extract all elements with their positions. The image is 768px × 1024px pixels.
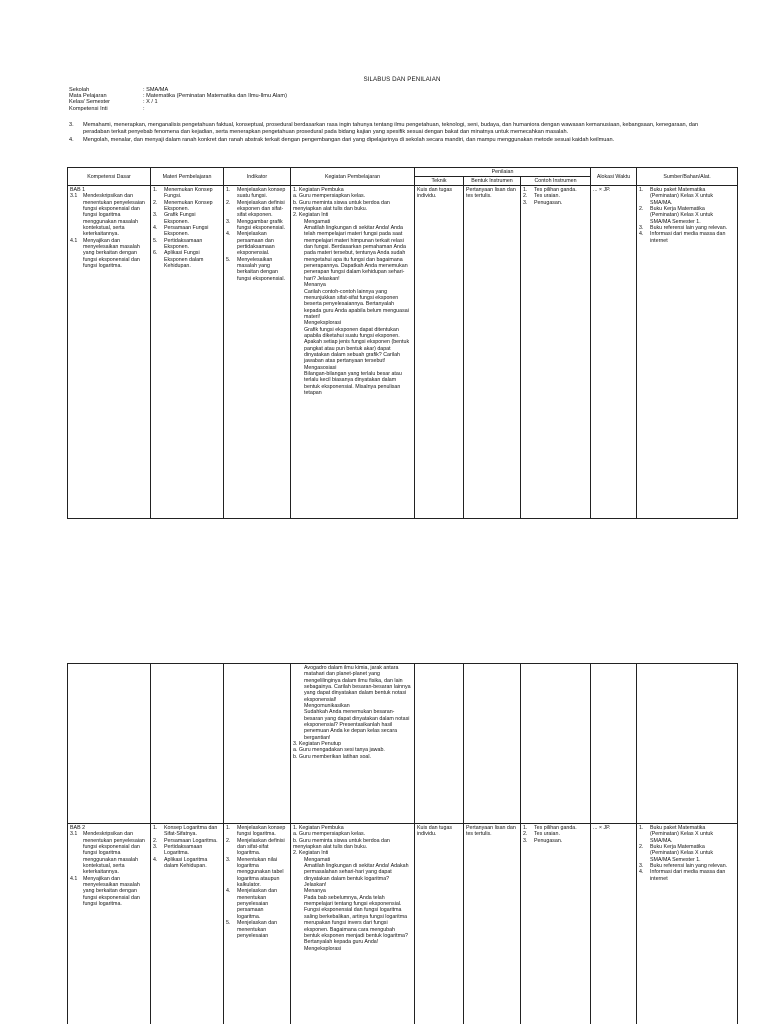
cell-teknik: Kuis dan tugas individu.: [415, 824, 464, 1024]
kegiatan-line: Mengasosiasi: [304, 364, 337, 371]
kegiatan-line: Carilah contoh-contoh lainnya yang menunjukkan sifat-sifat fungsi eksponen beserta penyelesaiannya. Bertanyalah kepada guru Anda apabila belum menguasai materi!: [304, 288, 409, 320]
kegiatan-line: b. Guru memberikan latihan soal.: [293, 753, 372, 760]
cell-indikator: [224, 824, 291, 1024]
list-item: 3. Penugasan.: [523, 199, 563, 206]
kegiatan-line: Mengamati: [304, 856, 331, 863]
cell-kegiatan: [291, 824, 415, 1024]
header-kegiatan: Kegiatan Pembelajaran: [291, 168, 415, 186]
identity-block: [69, 87, 287, 112]
list-item: 1. Tes pilihan ganda.: [523, 187, 577, 193]
kegiatan-line: Pada bab sebelumnya, Anda telah mempelajari tentang fungsi eksponensial. Fungsi eksponensial dan fungsi logaritma saling berkebalikan, artinya fungsi logaritma merupakan fungsi invers dari fungsi eksponen. Bagaimana cara mengubah bentuk eksponen menjadi bentuk logaritma? Bertanyalah kepada guru Anda!: [304, 894, 408, 946]
list-item: 2. Tes uraian.: [523, 193, 560, 200]
bab-label: BAB 2: [70, 825, 86, 831]
list-item: 2. Tes uraian.: [523, 831, 560, 838]
identity-label: Sekolah: [69, 87, 90, 93]
kegiatan-line: Amatilah lingkungan di sekitar Anda! Adakah permasalahan sehari-hari yang dapat dinyatakan dalam bentuk logaritma? Jelaskan!: [304, 863, 409, 889]
cell-materi: [151, 824, 224, 1024]
header-alokasi: Alokasi Waktu: [591, 168, 637, 186]
header-teknik: Teknik: [415, 177, 464, 186]
list-item: 1. Menemukan Konsep Fungsi.: [153, 187, 213, 200]
cell-alokasi: ... × JP.: [591, 824, 637, 1024]
cell-teknik: [415, 664, 464, 824]
identity-value: : Matematika (Peminatan Matematika dan Ilmu-Ilmu Alam): [143, 93, 287, 100]
cell-bentuk: Pertanyaan lisan dan tes tertulis.: [464, 186, 521, 519]
list-item: 4. Persamaan Fungsi Eksponen.: [153, 225, 209, 238]
identity-label: Mata Pelajaran: [69, 93, 107, 100]
cell-kegiatan: [291, 664, 415, 824]
list-item: 1. Menjelaskan konsep suatu fungsi.: [226, 187, 286, 200]
list-item: 4. Menjelaskan dan menentukan penyelesaian persamaan logaritma.: [226, 888, 278, 920]
kegiatan-line: b. Guru meminta siswa untuk berdoa dan menyiapkan alat tulis dan buku.: [293, 837, 390, 851]
cell-kompetensi: [68, 186, 151, 519]
cell-kegiatan: [291, 186, 415, 519]
kegiatan-line: Bilangan-bilangan yang terlalu besar atau terlalu kecil biasanya dinyatakan dalam bentuk eksponensial. Misalnya penulisan tetapan: [304, 370, 402, 396]
list-item: 6. Aplikasi Fungsi Eksponen dalam Kehidupan.: [153, 250, 204, 270]
syllabus-table-page-2: [67, 663, 738, 1024]
kegiatan-line: 1. Kegiatan Pembuka: [293, 187, 344, 193]
cell-bentuk: [464, 664, 521, 824]
list-item: 3. Menentukan nilai logaritma menggunakan tabel logaritma ataupun kalkulator.: [226, 856, 284, 889]
kd-text: Mendeskripsikan dan menentukan penyelesaian fungsi eksponensial dan fungsi logaritma menggunakan masalah kontekstual, serta keterkaitannya.: [83, 831, 145, 876]
core-competency-text: Memahami, menerapkan, menganalisis pengetahuan faktual, konseptual, prosedural berdasarkan rasa ingin tahunya tentang ilmu pengetahuan, teknologi, seni, budaya, dan humaniora dengan wawasan kemanusiaan, kebangsaan, kenegaraan, dan peradaban terkait penyebab fenomena dan kejadian, serta menerapkan pengetahuan prosedural pada bidang kajian yang spesifik sesuai dengan bakat dan minatnya untuk memecahkan masalah.: [83, 122, 699, 135]
kegiatan-line: 2. Kegiatan Inti: [293, 212, 329, 219]
header-indikator: Indikator: [224, 168, 291, 186]
kd-num: 3.1: [70, 193, 78, 200]
identity-value: : SMA/MA: [143, 87, 169, 93]
identity-label: Kelas/ Semester: [69, 99, 111, 106]
list-item: 2. Menjelaskan definisi eksponen dan sifat-sifat eksponen.: [226, 199, 285, 219]
list-item: 1. Buku paket Matematika (Peminatan) Kelas X untuk SMA/MA.: [639, 825, 714, 844]
kd-num: 3.1: [70, 831, 78, 838]
header-kompetensi: Kompetensi Dasar: [68, 168, 151, 186]
document-title: SILABUS DAN PENILAIAN: [363, 76, 441, 83]
cell-teknik: Kuis dan tugas individu.: [415, 186, 464, 519]
list-item: 4. Aplikasi Logaritma dalam Kehidupan.: [153, 856, 208, 870]
identity-label: Kompetensi Inti: [69, 105, 108, 112]
list-item: 3. Penugasan.: [523, 837, 563, 844]
kegiatan-line: Mengomunikasikan: [304, 703, 350, 710]
kegiatan-line: Menanya: [304, 888, 326, 895]
core-competencies: [69, 122, 719, 145]
kd-num: 4.1: [70, 237, 78, 244]
header-penilaian: Penilaian: [415, 168, 591, 177]
list-item: 2. Menjelaskan definisi dan sifat-sifat logaritma.: [226, 837, 285, 857]
list-item: 3. Menggambar grafik fungsi eksponensial.: [226, 218, 285, 232]
kegiatan-line: Sudahkah Anda menemukan besaran-besaran yang dapat dinyatakan dalam notasi eksponensial? Presentasikanlah hasil penemuan Anda ke depan kelas secara bergantian!: [304, 709, 410, 741]
cell-kompetensi: [68, 824, 151, 1024]
kegiatan-line: Mengeksplorasi: [304, 320, 342, 327]
list-item: 3. Pertidaksamaan Logaritma.: [153, 844, 203, 857]
kegiatan-line: Avogadro dalam ilmu kimia, jarak antara matahari dan planet-planet yang mengelilinginya dalam ilmu fisika, dan lain sebagainya. Carilah besaran-besaran lainnya yang dapat dinyatakan dalam bentuk notasi eksponensial!: [304, 665, 411, 703]
cell-bentuk: Pertanyaan lisan dan tes tertulis.: [464, 824, 521, 1024]
list-item: 3. Buku referensi lain yang relevan.: [639, 225, 728, 232]
cell-alokasi: ... × JP.: [591, 186, 637, 519]
kegiatan-line: Mengamati: [304, 218, 331, 225]
list-item: 5. Menyelesaikan masalah yang berkaitan dengan fungsi eksponensial.: [226, 256, 285, 282]
table-row: [68, 824, 738, 1024]
cell-alokasi: [591, 664, 637, 824]
list-item: 1. Tes pilihan ganda.: [523, 825, 577, 831]
kd-text: Menyajikan dan menyelesaikan masalah yang berkaitan dengan fungsi eksponensial dan fungsi logaritma.: [83, 237, 140, 270]
cell-materi: [151, 186, 224, 519]
identity-value: :: [143, 105, 145, 112]
kegiatan-line: a. Guru mempersiapkan kelas.: [293, 831, 366, 838]
cell-materi: [151, 664, 224, 824]
cell-sumber: [637, 664, 738, 824]
list-item: 3. Buku referensi lain yang relevan.: [639, 863, 728, 870]
cell-sumber: [637, 186, 738, 519]
kegiatan-line: 1. Kegiatan Pembuka: [293, 825, 344, 831]
kd-num: 4.1: [70, 875, 78, 882]
table-row: [68, 186, 738, 519]
list-item: 4. Informasi dari media massa dan internet: [639, 231, 726, 244]
kegiatan-line: a. Guru mempersiapkan kelas.: [293, 193, 366, 200]
core-competency-num: 3.: [69, 122, 74, 128]
list-item: 5. Menjelaskan dan menentukan penyelesaian: [226, 920, 278, 939]
kd-text: Menyajikan dan menyelesaikan masalah yang berkaitan dengan fungsi eksponensial dan fungsi logaritma.: [83, 875, 140, 908]
kd-text: Mendeskripsikan dan menentukan penyelesaian fungsi eksponensial dan fungsi logaritma menggunakan masalah kontekstual, serta keterkaitannya.: [83, 193, 145, 238]
list-item: 2. Buku Kerja Matematika (Peminatan) Kelas X untuk SMA/MA Semester 1.: [639, 844, 714, 863]
kegiatan-line: Grafik fungsi eksponen dapat ditentukan apabila diketahui suatu fungsi eksponen. Apakah setiap jenis fungsi eksponen (bentuk pangkat atau pun bentuk akar) dapat dinyatakan dalam sebuah grafik? Carilah jawaban atas pertanyaan tersebut!: [304, 326, 410, 365]
table-row: [68, 664, 738, 824]
kegiatan-line: Menanya: [304, 282, 326, 289]
cell-indikator: [224, 664, 291, 824]
header-materi: Materi Pembelajaran: [151, 168, 224, 186]
identity-value: : X / 1: [143, 99, 158, 106]
cell-contoh: [521, 186, 591, 519]
core-competency-num: 4.: [69, 136, 74, 143]
core-competency-text: Mengolah, menalar, dan menyaji dalam ranah konkret dan ranah abstrak terkait dengan pengembangan dari yang dipelajarinya di sekolah secara mandiri, dan mampu menggunakan metode sesuai kaidah keilmuan.: [83, 136, 615, 143]
cell-indikator: [224, 186, 291, 519]
list-item: 1. Konsep Logaritma dan Sifat-Sifatnya.: [153, 825, 218, 838]
kegiatan-line: b. Guru meminta siswa untuk berdoa dan menyiapkan alat tulis dan buku.: [293, 199, 390, 213]
core-competency-item: [69, 137, 719, 144]
list-item: 5. Pertidaksamaan Eksponen.: [153, 237, 203, 251]
kegiatan-line: Mengeksplorasi: [304, 945, 342, 952]
core-competency-item: [69, 122, 719, 135]
syllabus-table-page-1: [67, 167, 738, 519]
kegiatan-line: 2. Kegiatan Inti: [293, 850, 329, 857]
kegiatan-line: a. Guru mengadakan sesi tanya jawab.: [293, 747, 385, 754]
cell-contoh: [521, 664, 591, 824]
kegiatan-line: Amatilah lingkungan di sekitar Anda! Anda telah mempelajari materi fungsi pada saat mempelajari materi himpunan terkait relasi dan fungsi. Berdasarkan pemahaman Anda pada materi tersebut, tentunya Anda sudah mengetahui apa itu fungsi dan bagaimana penerapannya. Dapatkah Anda menemukan penerapan fungsi dalam kehidupan sehari-hari? Jelaskan!: [304, 225, 408, 282]
list-item: 4. Informasi dari media massa dan internet: [639, 869, 726, 882]
list-item: 2. Menemukan Konsep Eksponen.: [153, 199, 213, 213]
list-item: 1. Buku paket Matematika (Peminatan) Kelas X untuk SMA/MA.: [639, 187, 714, 206]
list-item: 2. Persamaan Logaritma.: [153, 837, 218, 844]
list-item: 4. Menjelaskan persamaan dan pertidaksamaan eksponensial.: [226, 231, 275, 257]
cell-sumber: [637, 824, 738, 1024]
list-item: 2. Buku Kerja Matematika (Peminatan) Kelas X untuk SMA/MA Semester 1.: [639, 206, 714, 225]
header-bentuk: Bentuk Instrumen: [464, 177, 521, 186]
header-sumber: Sumber/Bahan/Alat.: [637, 168, 738, 186]
list-item: 3. Grafik Fungsi Eksponen.: [153, 212, 196, 225]
kegiatan-line: 3. Kegiatan Penutup: [293, 741, 342, 748]
cell-contoh: [521, 824, 591, 1024]
bab-label: BAB 1: [70, 187, 86, 193]
list-item: 1. Menjelaskan konsep fungsi logaritma.: [226, 825, 286, 838]
header-contoh: Contoh Instrumen: [521, 177, 591, 186]
cell-kompetensi: [68, 664, 151, 824]
